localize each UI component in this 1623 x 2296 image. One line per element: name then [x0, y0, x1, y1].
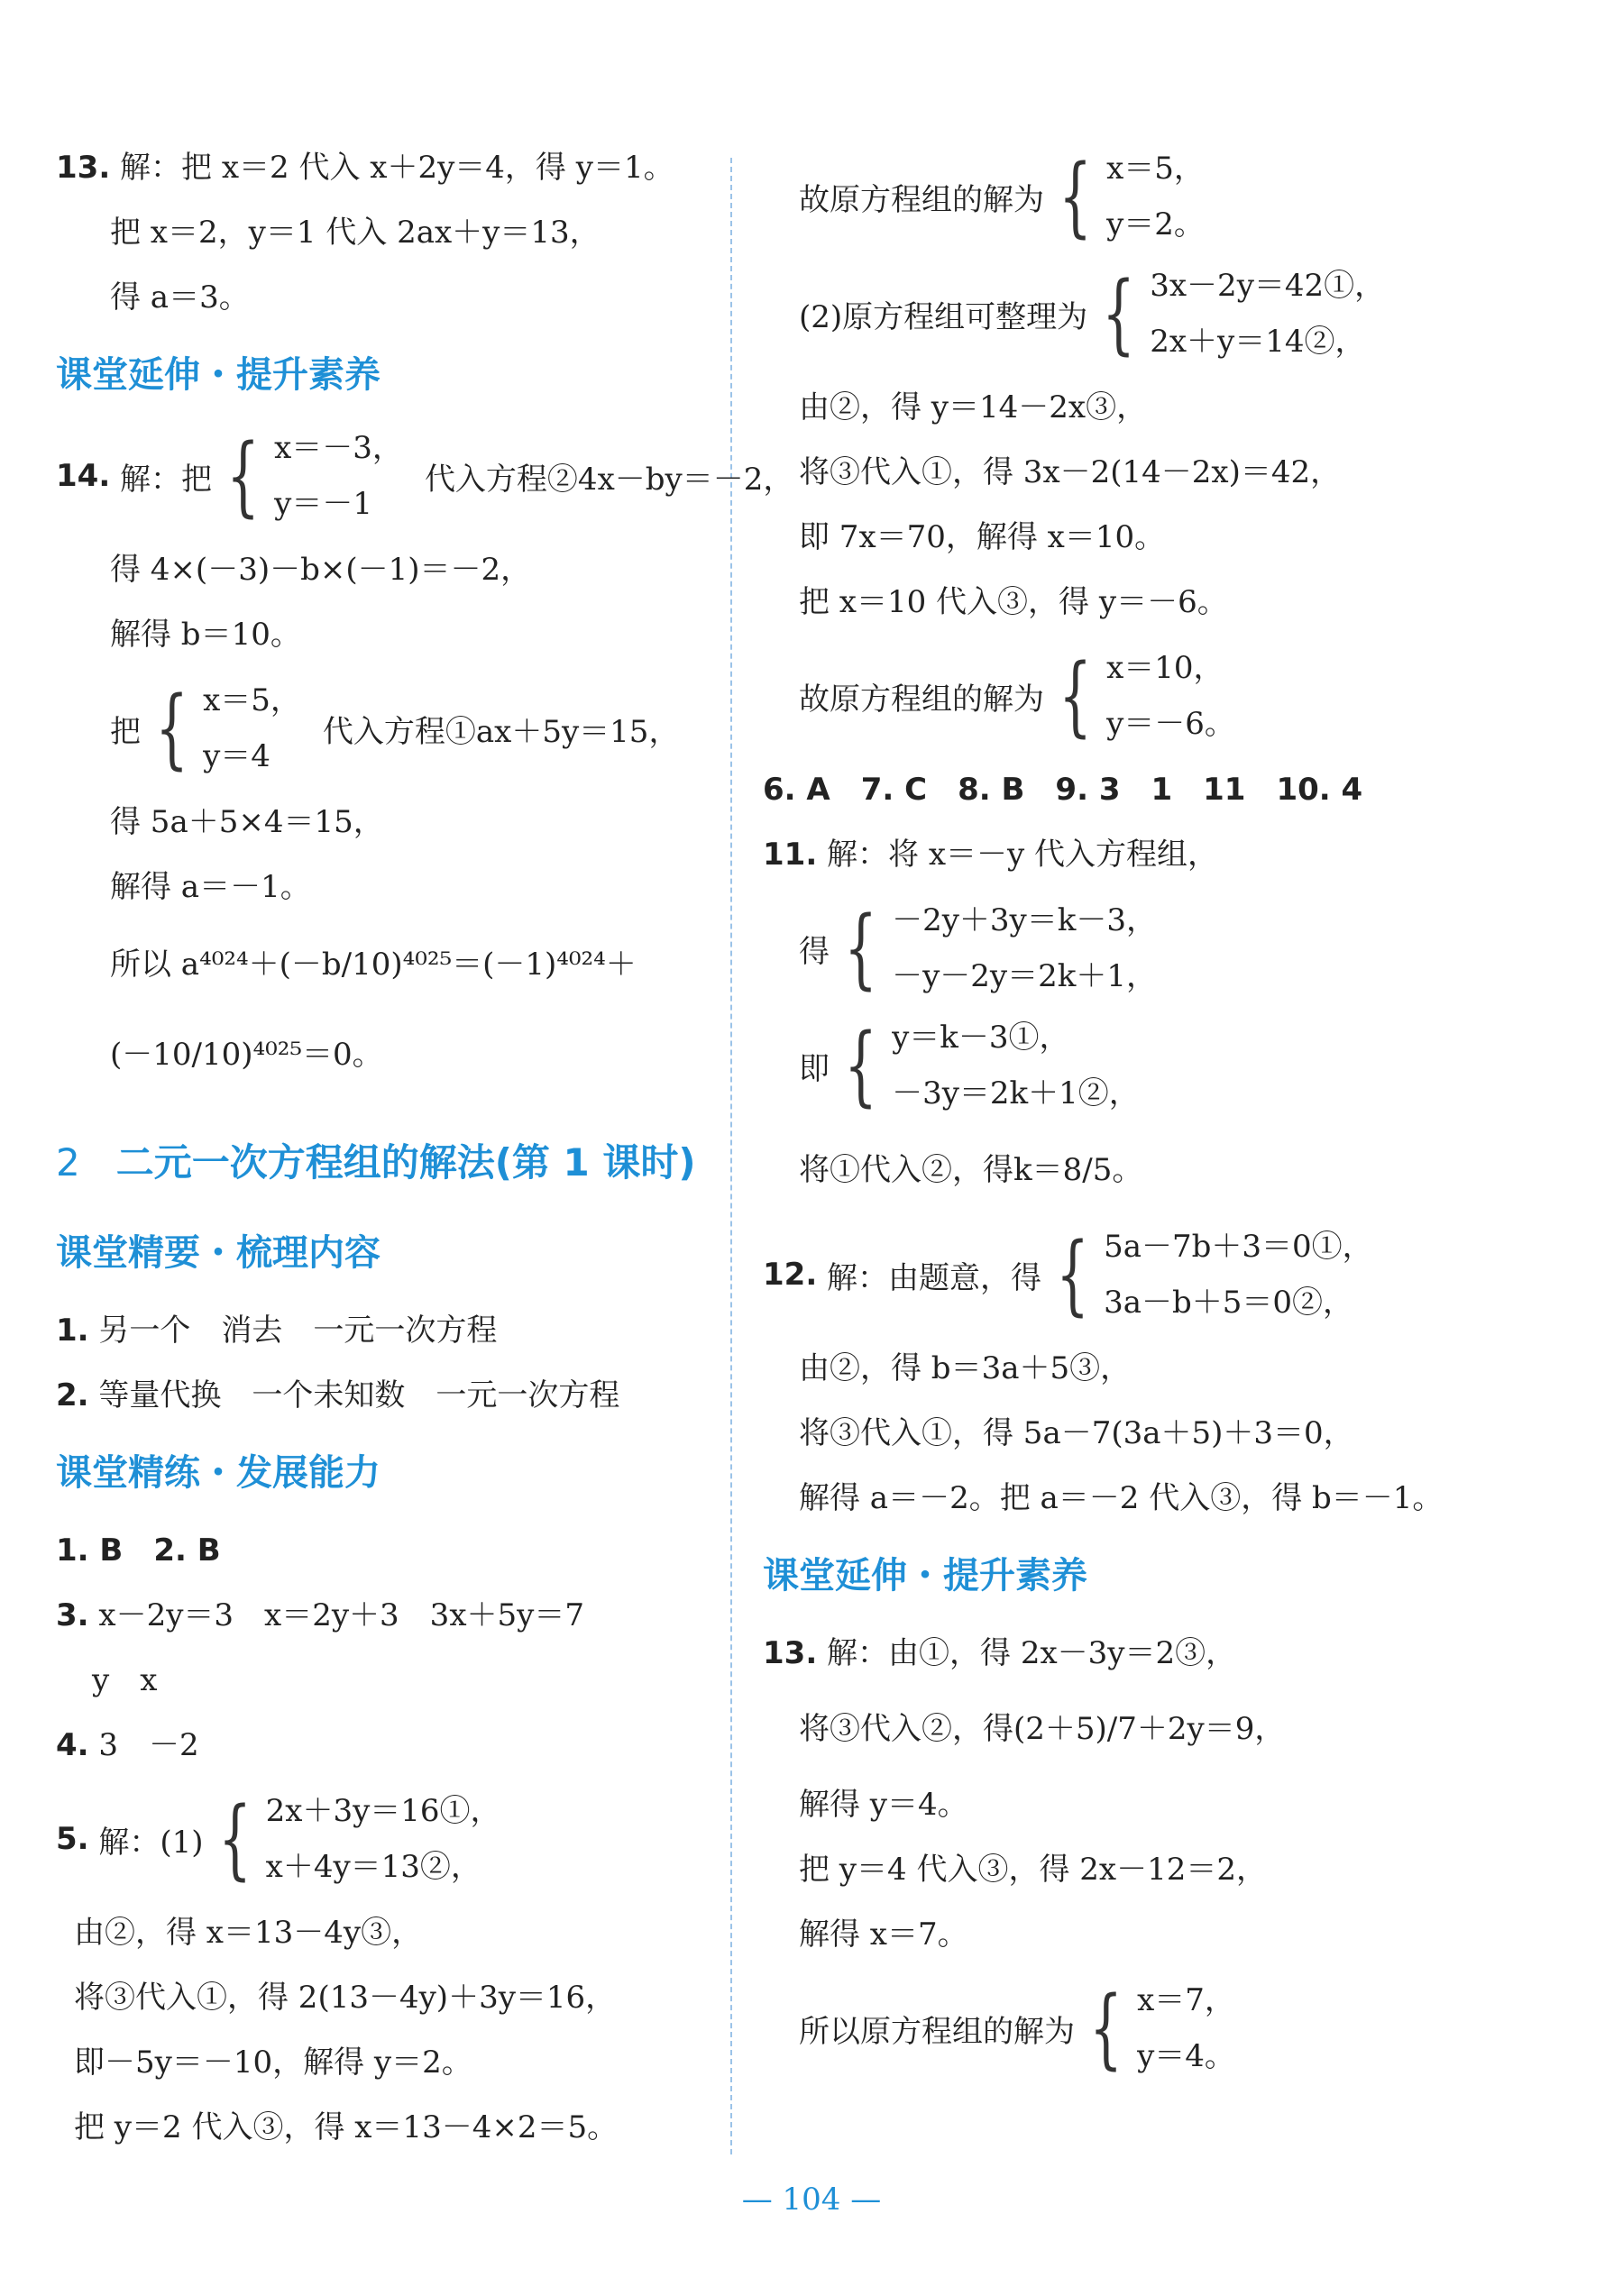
q12-line1: 由②，得 b＝3a＋5③， [799, 1350, 1132, 1386]
a5-line3: 即－5y＝－10，解得 y＝2。 [74, 2044, 472, 2081]
brace-icon: { [217, 1788, 252, 1889]
k1-line: 1. 另一个 消去 一元一次方程 [56, 1313, 498, 1349]
q13r-line1: 将③代入②，得(2＋5)/7＋2y＝9， [799, 1711, 1286, 1747]
q11-system2-line: 即 { y＝k－3①， －3y＝2k＋1②， [763, 1010, 1574, 1121]
a5-line4: 把 y＝2 代入③，得 x＝13－4×2＝5。 [74, 2109, 619, 2145]
brace-icon: { [155, 678, 188, 779]
equation-system: 2x＋3y＝16①， x＋4y＝13②， [265, 1793, 501, 1885]
q14-system1-line: 14. 解：把 { x＝－3， y＝－1 代入方程②4x－by＝－2， [56, 420, 723, 532]
q11-system1-line: 得 { －2y＋3y＝k－3， －y－2y＝2k＋1， [763, 892, 1574, 1004]
left-column [56, 135, 794, 2160]
right-column [763, 135, 1574, 2090]
a5-line2: 将③代入①，得 2(13－4y)＋3y＝16， [74, 1980, 617, 2016]
s2-line2: 将③代入①，得 3x－2(14－2x)＝42， [799, 454, 1342, 490]
q11-line: 11. 解：将 x＝－y 代入方程组， [763, 837, 1219, 873]
a3-line2: y x [92, 1662, 158, 1698]
q14-line6: (－10/10)⁴⁰²⁵＝0。 [110, 1037, 383, 1073]
q13r-line3: 把 y＝4 代入③，得 2x－12＝2， [799, 1852, 1267, 1888]
section-heading-practice: 课堂精练・发展能力 [56, 1452, 381, 1494]
equation-system: －2y＋3y＝k－3， －y－2y＝2k＋1， [892, 902, 1157, 994]
page-number: — 104 — [741, 2182, 882, 2218]
solution3-line: 故原方程组的解为 { x＝10， y＝－6。 [763, 640, 1574, 752]
brace-icon: { [226, 425, 260, 526]
brace-icon: { [1059, 645, 1092, 746]
equation-system: x＝5， y＝2。 [1106, 151, 1205, 242]
q12-line2: 将③代入①，得 5a－7(3a＋5)＋3＝0， [799, 1415, 1354, 1451]
equation-system: x＝7， y＝4。 [1137, 1982, 1235, 2074]
brace-icon: { [844, 898, 877, 999]
brace-icon: { [1102, 263, 1136, 364]
q14-line1: 得 4×(－3)－b×(－1)＝－2， [110, 552, 532, 588]
q13-line2: 把 x＝2，y＝1 代入 2ax＋y＝13， [110, 215, 601, 251]
q14-line5: 所以 a⁴⁰²⁴＋(－b/10)⁴⁰²⁵＝(－1)⁴⁰²⁴＋ [110, 947, 637, 983]
brace-icon: { [1089, 1978, 1123, 2079]
s2-line3: 即 7x＝70，解得 x＝10。 [799, 519, 1166, 555]
q14-system2-line: 把 { x＝5， y＝4 代入方程①ax＋5y＝15， [56, 672, 723, 784]
q14-line4: 解得 a＝－1。 [110, 869, 311, 905]
mc-answers: 6. A 7. C 8. B 9. 3 1 11 10. 4 [763, 772, 1363, 808]
solution2-line: (2)原方程组可整理为 { 3x－2y＝42①， 2x＋y＝14②， [763, 258, 1574, 370]
q11-line1: 将①代入②，得k＝8/5。 [799, 1152, 1143, 1188]
q14-line2: 解得 b＝10。 [110, 617, 301, 653]
q12-system-line: 12. 解：由题意，得 { 5a－7b＋3＝0①， 3a－b＋5＝0②， [763, 1219, 1574, 1331]
a5-line1: 由②，得 x＝13－4y③， [74, 1915, 423, 1951]
q13-line1: 13. 解：把 x＝2 代入 x＋2y＝4，得 y＝1。 [56, 150, 674, 186]
section-heading-essentials: 课堂精要・梳理内容 [56, 1232, 381, 1274]
section-heading-extension-2: 课堂延伸・提升素养 [763, 1555, 1087, 1596]
q13r-line4: 解得 x＝7。 [799, 1916, 968, 1953]
equation-system: x＝－3， y＝－1 [274, 430, 403, 522]
a3-line: 3. x－2y＝3 x＝2y＋3 3x＋5y＝7 [56, 1597, 584, 1633]
q12-line3: 解得 a＝－2。把 a＝－2 代入③，得 b＝－1。 [799, 1480, 1444, 1516]
q14-line3: 得 5a＋5×4＝15， [110, 804, 384, 840]
s2-line4: 把 x＝10 代入③，得 y＝－6。 [799, 584, 1228, 620]
chapter-title: 2 二元一次方程组的解法(第 1 课时) [56, 1140, 696, 1185]
s2-line1: 由②，得 y＝14－2x③， [799, 389, 1148, 425]
equation-system: 3x－2y＝42①， 2x＋y＝14②， [1150, 268, 1386, 360]
a4-line: 4. 3 －2 [56, 1727, 199, 1763]
equation-system: x＝5， y＝4 [203, 682, 301, 774]
q13r-system-line: 所以原方程组的解为 { x＝7， y＝4。 [763, 1972, 1574, 2084]
brace-icon: { [1056, 1224, 1089, 1325]
answers-1-2: 1. B 2. B [56, 1532, 221, 1569]
equation-system: x＝10， y＝－6。 [1106, 650, 1235, 742]
section-heading-extension: 课堂延伸・提升素养 [56, 354, 381, 396]
equation-system: 5a－7b＋3＝0①， 3a－b＋5＝0②， [1104, 1229, 1373, 1321]
brace-icon: { [1059, 146, 1092, 247]
equation-system: y＝k－3①， －3y＝2k＋1②， [892, 1020, 1140, 1111]
q13r-line: 13. 解：由①，得 2x－3y＝2③， [763, 1635, 1237, 1671]
q13r-line2: 解得 y＝4。 [799, 1787, 968, 1823]
solution1-line: 故原方程组的解为 { x＝5， y＝2。 [763, 141, 1574, 252]
brace-icon: { [844, 1015, 877, 1116]
a5-system-line: 5. 解：(1) { 2x＋3y＝16①， x＋4y＝13②， [56, 1783, 723, 1895]
q13-line3: 得 a＝3。 [110, 279, 250, 316]
k2-line: 2. 等量代换 一个未知数 一元一次方程 [56, 1377, 620, 1413]
